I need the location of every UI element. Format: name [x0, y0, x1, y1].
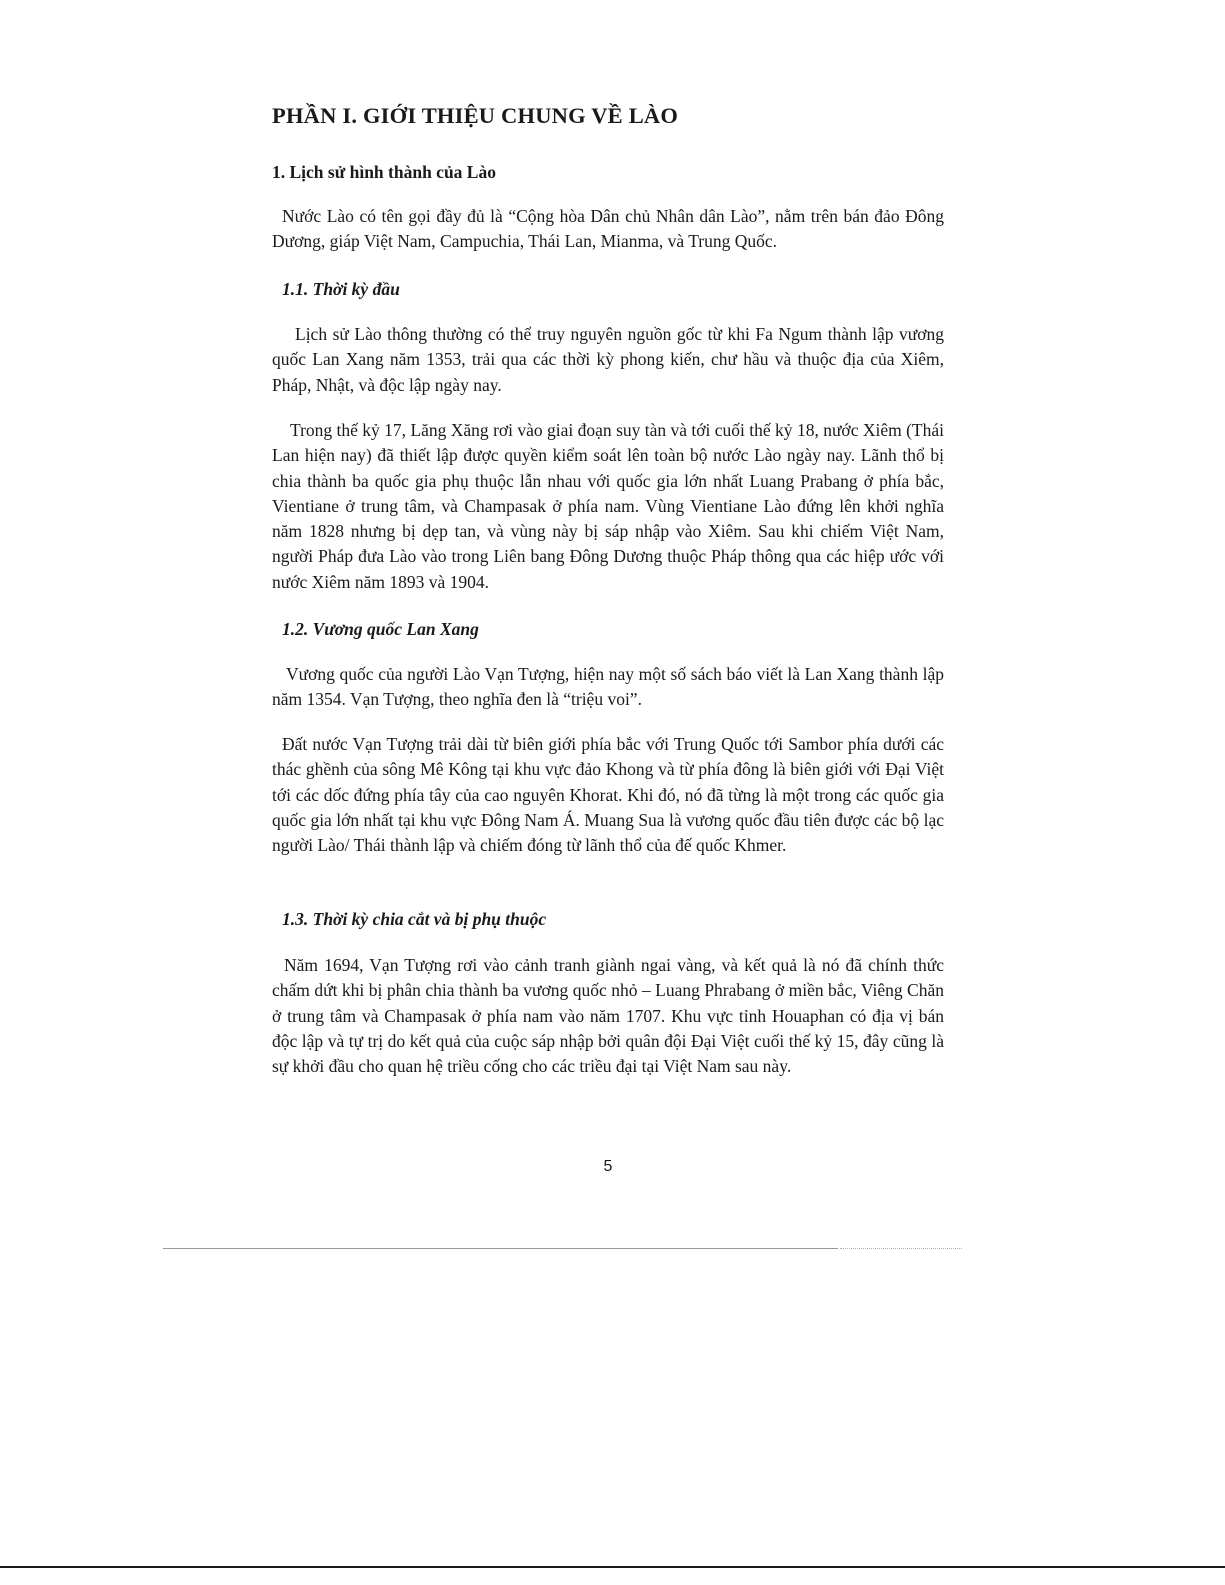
- paragraph: Nước Lào có tên gọi đầy đủ là “Cộng hòa Dân chủ Nhân dân Lào”, nằm trên bán đảo Đông Dương, giáp Việt Nam, Campuchia, Thái Lan, Mianma, và Trung Quốc.: [272, 206, 944, 252]
- paragraph: Vương quốc của người Lào Vạn Tượng, hiện nay một số sách báo viết là Lan Xang thành lập năm 1354. Vạn Tượng, theo nghĩa đen là “triệu voi”.: [272, 664, 944, 710]
- part-title: PHẦN I. GIỚI THIỆU CHUNG VỀ LÀO: [272, 103, 679, 128]
- subsection-heading: 1.2. Vương quốc Lan Xang: [282, 619, 479, 639]
- paragraph: Trong thế kỷ 17, Lăng Xăng rơi vào giai đoạn suy tàn và tới cuối thế kỷ 18, nước Xiêm (Thái Lan hiện nay) đã thiết lập được quyền kiểm soát lên toàn bộ nước Lào ngày nay. Lãnh thổ bị chia thành ba quốc gia phụ thuộc lẫn nhau với quốc gia lớn nhất Luang Prabang ở phía bắc, Vientiane ở trung tâm, và Champasak ở phía nam. Vùng Vientiane Lào đứng lên khởi nghĩa năm 1828 nhưng bị dẹp tan, và vùng này bị sáp nhập vào Xiêm. Sau khi chiếm Việt Nam, người Pháp đưa Lào vào trong Liên bang Đông Dương thuộc Pháp thông qua các hiệp ước với nước Xiêm năm 1893 và 1904.: [272, 420, 944, 592]
- paragraph: Lịch sử Lào thông thường có thể truy nguyên nguồn gốc từ khi Fa Ngum thành lập vương quốc Lan Xang năm 1353, trải qua các thời kỳ phong kiến, chư hầu và thuộc địa của Xiêm, Pháp, Nhật, và độc lập ngày nay.: [272, 324, 944, 395]
- page-bottom-border: [0, 1566, 1225, 1568]
- subsection-heading: 1.1. Thời kỳ đầu: [282, 279, 400, 299]
- section-heading: 1. Lịch sử hình thành của Lào: [272, 162, 496, 182]
- page-number: 5: [603, 1158, 613, 1175]
- paragraph: Đất nước Vạn Tượng trải dài từ biên giới phía bắc với Trung Quốc tới Sambor phía dưới các thác ghềnh của sông Mê Kông tại khu vực đảo Khong và từ phía đông là biên giới với Đại Việt tới các dốc đứng phía tây của cao nguyên Khorat. Khi đó, nó đã từng là một trong các quốc gia quốc gia lớn nhất tại khu vực Đông Nam Á. Muang Sua là vương quốc đầu tiên được các bộ lạc người Lào/ Thái thành lập và chiếm đóng từ lãnh thổ của đế quốc Khmer.: [272, 734, 944, 856]
- paragraph: Năm 1694, Vạn Tượng rơi vào cảnh tranh giành ngai vàng, và kết quả là nó đã chính thức chấm dứt khi bị phân chia thành ba vương quốc nhỏ – Luang Phrabang ở miền bắc, Viêng Chăn ở trung tâm và Champasak ở phía nam vào năm 1707. Khu vực tỉnh Houaphan có địa vị bán độc lập và tự trị do kết quả của cuộc sáp nhập bởi quân đội Đại Việt cuối thế kỷ 15, đây cũng là sự khởi đầu cho quan hệ triều cống cho các triều đại tại Việt Nam sau này.: [272, 955, 944, 1077]
- subsection-heading: 1.3. Thời kỳ chia cắt và bị phụ thuộc: [282, 909, 547, 929]
- footer-divider: [163, 1248, 838, 1249]
- footer-divider-dotted: [840, 1248, 962, 1249]
